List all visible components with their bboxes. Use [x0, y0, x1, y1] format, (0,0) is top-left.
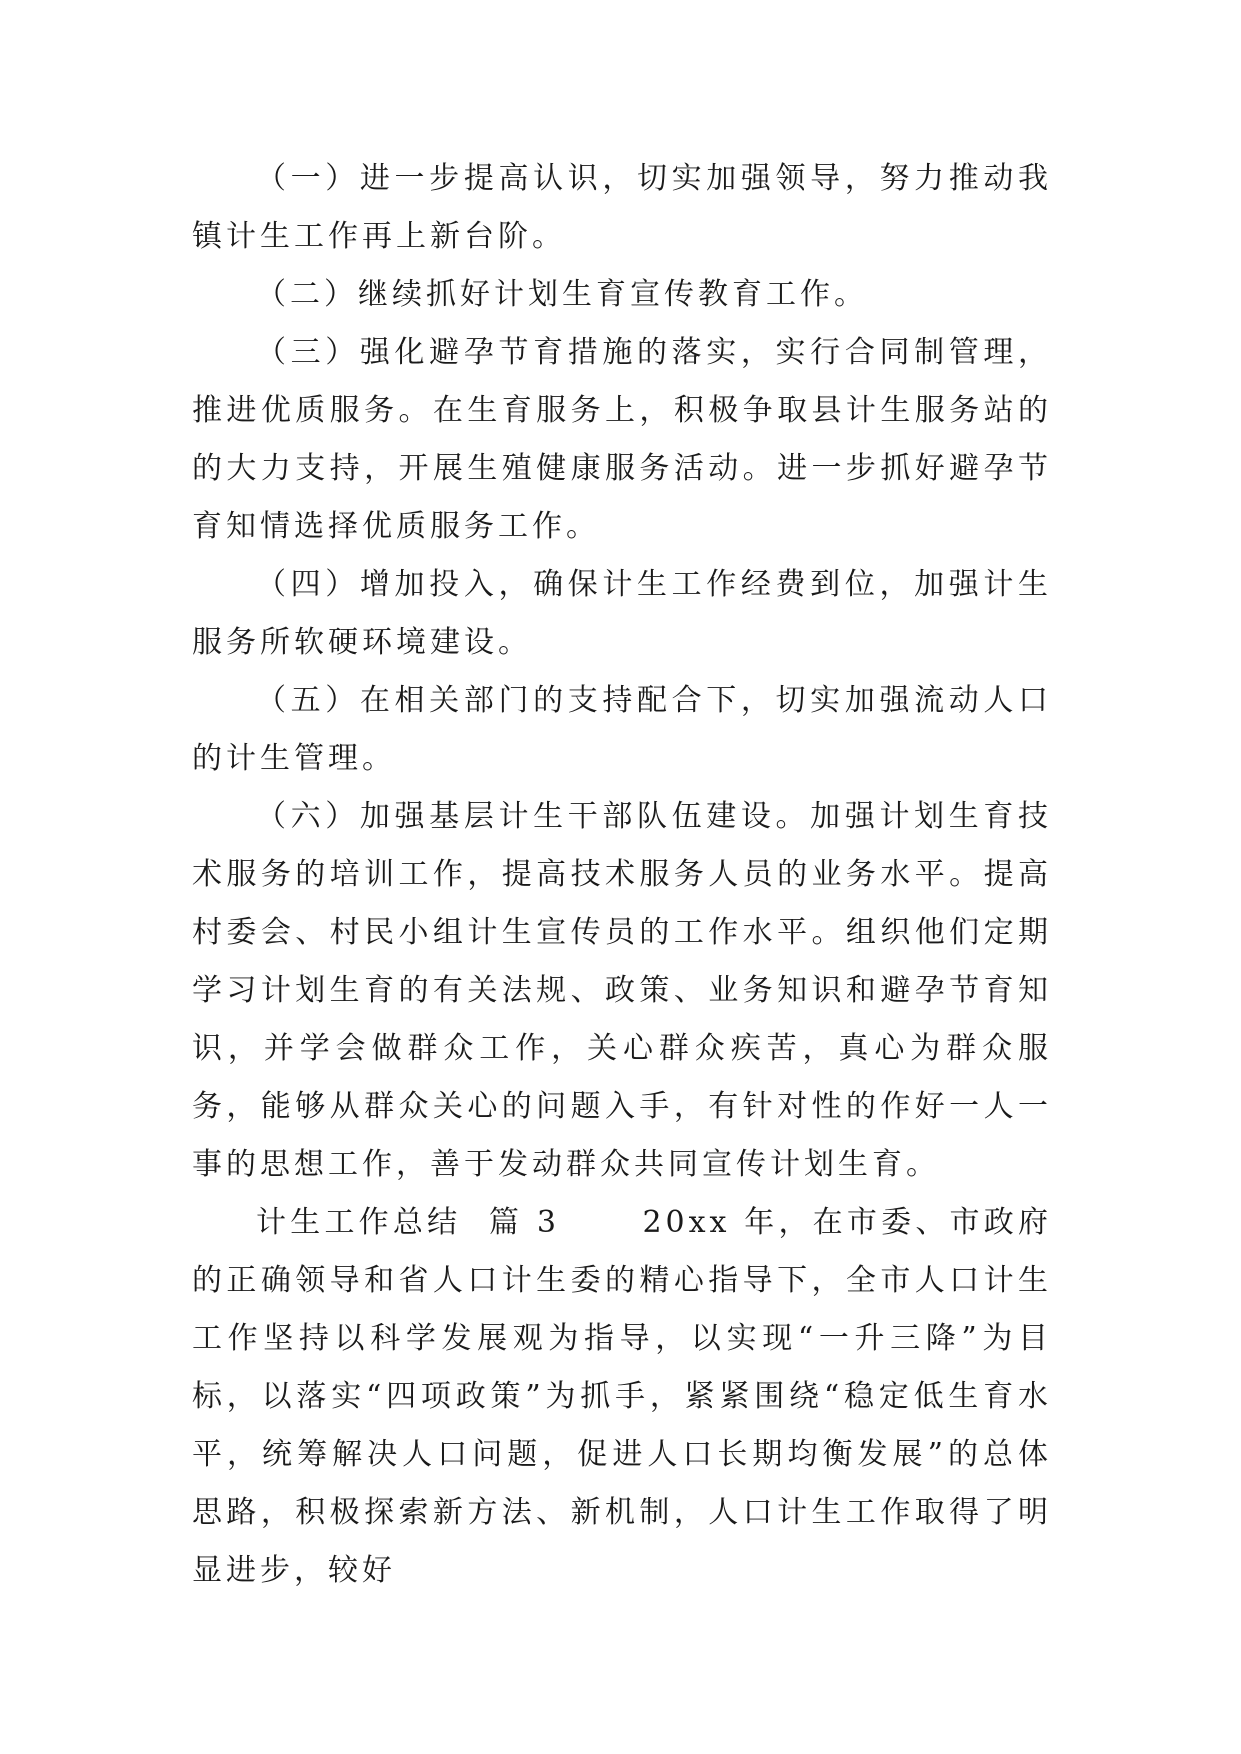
paragraph-1: （一）进一步提高认识，切实加强领导，努力推动我镇计生工作再上新台阶。 [192, 161, 1052, 254]
paragraph-4: （四）增加投入，确保计生工作经费到位，加强计生服务所软硬环境建设。 [192, 567, 1052, 660]
paragraph-2: （二）继续抓好计划生育宣传教育工作。 [256, 277, 868, 312]
paragraph-5: （五）在相关部门的支持配合下，切实加强流动人口的计生管理。 [192, 683, 1052, 776]
paragraph-7: 计生工作总结 篇 3 20xx 年，在市委、市政府的正确领导和省人口计生委的精心指导下，全市人口计生工作坚持以科学发展观为指导，以实现“一升三降”为目标，以落实“四项政策”为抓手，紧紧围绕“稳定低生育水平，统筹解决人口问题，促进人口长期均衡发展”的总体思路，积极探索新方法、新机制，人口计生工作取得了明显进步，较好 [192, 1205, 1052, 1588]
document-body [192, 150, 1052, 1600]
paragraph-6: （六）加强基层计生干部队伍建设。加强计划生育技术服务的培训工作，提高技术服务人员的业务水平。提高村委会、村民小组计生宣传员的工作水平。组织他们定期学习计划生育的有关法规、政策、业务知识和避孕节育知识，并学会做群众工作，关心群众疾苦，真心为群众服务，能够从群众关心的问题入手，有针对性的作好一人一事的思想工作，善于发动群众共同宣传计划生育。 [192, 799, 1052, 1182]
paragraph-3: （三）强化避孕节育措施的落实，实行合同制管理，推进优质服务。在生育服务上，积极争取县计生服务站的的大力支持，开展生殖健康服务活动。进一步抓好避孕节育知情选择优质服务工作。 [192, 335, 1052, 544]
